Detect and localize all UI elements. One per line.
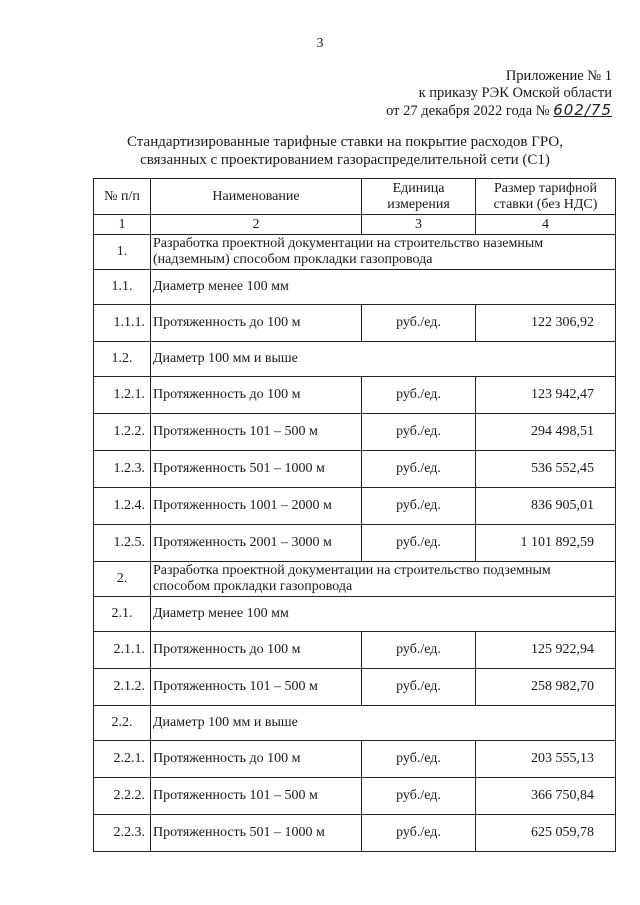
item-rate: 123 942,47 — [476, 377, 616, 414]
row-number: 1.1.1. — [94, 305, 151, 342]
item-name: Протяженность 101 – 500 м — [151, 778, 362, 815]
row-number: 1.2.4. — [94, 488, 151, 525]
column-index-row — [94, 215, 616, 235]
item-unit: руб./ед. — [362, 815, 476, 852]
row-number: 2.1.1. — [94, 632, 151, 669]
table-row — [94, 451, 616, 488]
item-unit: руб./ед. — [362, 669, 476, 706]
header-unit: Единица измерения — [362, 179, 476, 215]
row-number: 1.2.3. — [94, 451, 151, 488]
item-rate: 1 101 892,59 — [476, 525, 616, 562]
item-rate: 625 059,78 — [476, 815, 616, 852]
item-unit: руб./ед. — [362, 741, 476, 778]
table-row — [94, 815, 616, 852]
table-row — [94, 525, 616, 562]
item-rate: 203 555,13 — [476, 741, 616, 778]
table-row — [94, 305, 616, 342]
subsection-row — [94, 270, 616, 305]
header-rate: Размер тарифной ставки (без НДС) — [476, 179, 616, 215]
item-unit: руб./ед. — [362, 377, 476, 414]
item-rate: 122 306,92 — [476, 305, 616, 342]
appendix-line-3 — [386, 102, 612, 120]
header-name: Наименование — [151, 179, 362, 215]
subsection-row — [94, 342, 616, 377]
row-number: 1.1. — [94, 270, 151, 305]
appendix-line-1: Приложение № 1 — [505, 68, 612, 84]
item-name: Протяженность 501 – 1000 м — [151, 815, 362, 852]
row-number: 2.2.1. — [94, 741, 151, 778]
appendix-header — [386, 68, 612, 120]
column-index: 3 — [362, 215, 476, 235]
item-unit: руб./ед. — [362, 414, 476, 451]
row-number: 1.2.2. — [94, 414, 151, 451]
page-number: 3 — [316, 36, 324, 51]
subsection-title: Диаметр 100 мм и выше — [151, 706, 616, 741]
item-rate: 836 905,01 — [476, 488, 616, 525]
subsection-title: Диаметр 100 мм и выше — [151, 342, 616, 377]
item-name: Протяженность до 100 м — [151, 632, 362, 669]
appendix-line-2: к приказу РЭК Омской области — [418, 85, 612, 101]
table-row — [94, 741, 616, 778]
subsection-title: Диаметр менее 100 мм — [151, 597, 616, 632]
item-rate: 258 982,70 — [476, 669, 616, 706]
item-name: Протяженность до 100 м — [151, 305, 362, 342]
document-title — [0, 133, 640, 169]
table-row — [94, 669, 616, 706]
subsection-row — [94, 597, 616, 632]
section-title: Разработка проектной документации на строительство наземным (надземным) способом прокладки газопровода — [151, 235, 616, 270]
item-unit: руб./ед. — [362, 525, 476, 562]
section-row — [94, 562, 616, 597]
table-row — [94, 488, 616, 525]
row-number: 1.2.5. — [94, 525, 151, 562]
row-number: 1.2. — [94, 342, 151, 377]
item-name: Протяженность 2001 – 3000 м — [151, 525, 362, 562]
item-unit: руб./ед. — [362, 778, 476, 815]
item-unit: руб./ед. — [362, 451, 476, 488]
row-number: 2.2.2. — [94, 778, 151, 815]
column-index: 4 — [476, 215, 616, 235]
table-row — [94, 778, 616, 815]
appendix-date: от 27 декабря 2022 года № — [386, 103, 550, 119]
tariff-table — [93, 178, 616, 852]
table-row — [94, 414, 616, 451]
column-index: 1 — [94, 215, 151, 235]
row-number: 2.1. — [94, 597, 151, 632]
section-row — [94, 235, 616, 270]
title-line-2: связанных с проектированием газораспределительной сети (C1) — [140, 152, 550, 168]
table-row — [94, 632, 616, 669]
row-number: 2.1.2. — [94, 669, 151, 706]
row-number: 1. — [94, 235, 151, 270]
column-index: 2 — [151, 215, 362, 235]
item-unit: руб./ед. — [362, 488, 476, 525]
order-number-handwritten: 602/75 — [553, 101, 612, 119]
item-name: Протяженность до 100 м — [151, 741, 362, 778]
item-name: Протяженность до 100 м — [151, 377, 362, 414]
table-body — [94, 235, 616, 852]
item-name: Протяженность 501 – 1000 м — [151, 451, 362, 488]
row-number: 2. — [94, 562, 151, 597]
item-rate: 294 498,51 — [476, 414, 616, 451]
header-number: № п/п — [94, 179, 151, 215]
row-number: 2.2. — [94, 706, 151, 741]
item-name: Протяженность 101 – 500 м — [151, 669, 362, 706]
subsection-title: Диаметр менее 100 мм — [151, 270, 616, 305]
item-rate: 125 922,94 — [476, 632, 616, 669]
section-title: Разработка проектной документации на строительство подземным способом прокладки газопровода — [151, 562, 616, 597]
item-rate: 536 552,45 — [476, 451, 616, 488]
item-unit: руб./ед. — [362, 632, 476, 669]
item-unit: руб./ед. — [362, 305, 476, 342]
table-row — [94, 377, 616, 414]
row-number: 2.2.3. — [94, 815, 151, 852]
item-name: Протяженность 1001 – 2000 м — [151, 488, 362, 525]
item-name: Протяженность 101 – 500 м — [151, 414, 362, 451]
table-header-row — [94, 179, 616, 215]
item-rate: 366 750,84 — [476, 778, 616, 815]
subsection-row — [94, 706, 616, 741]
row-number: 1.2.1. — [94, 377, 151, 414]
title-line-1: Стандартизированные тарифные ставки на покрытие расходов ГРО, — [127, 134, 563, 150]
